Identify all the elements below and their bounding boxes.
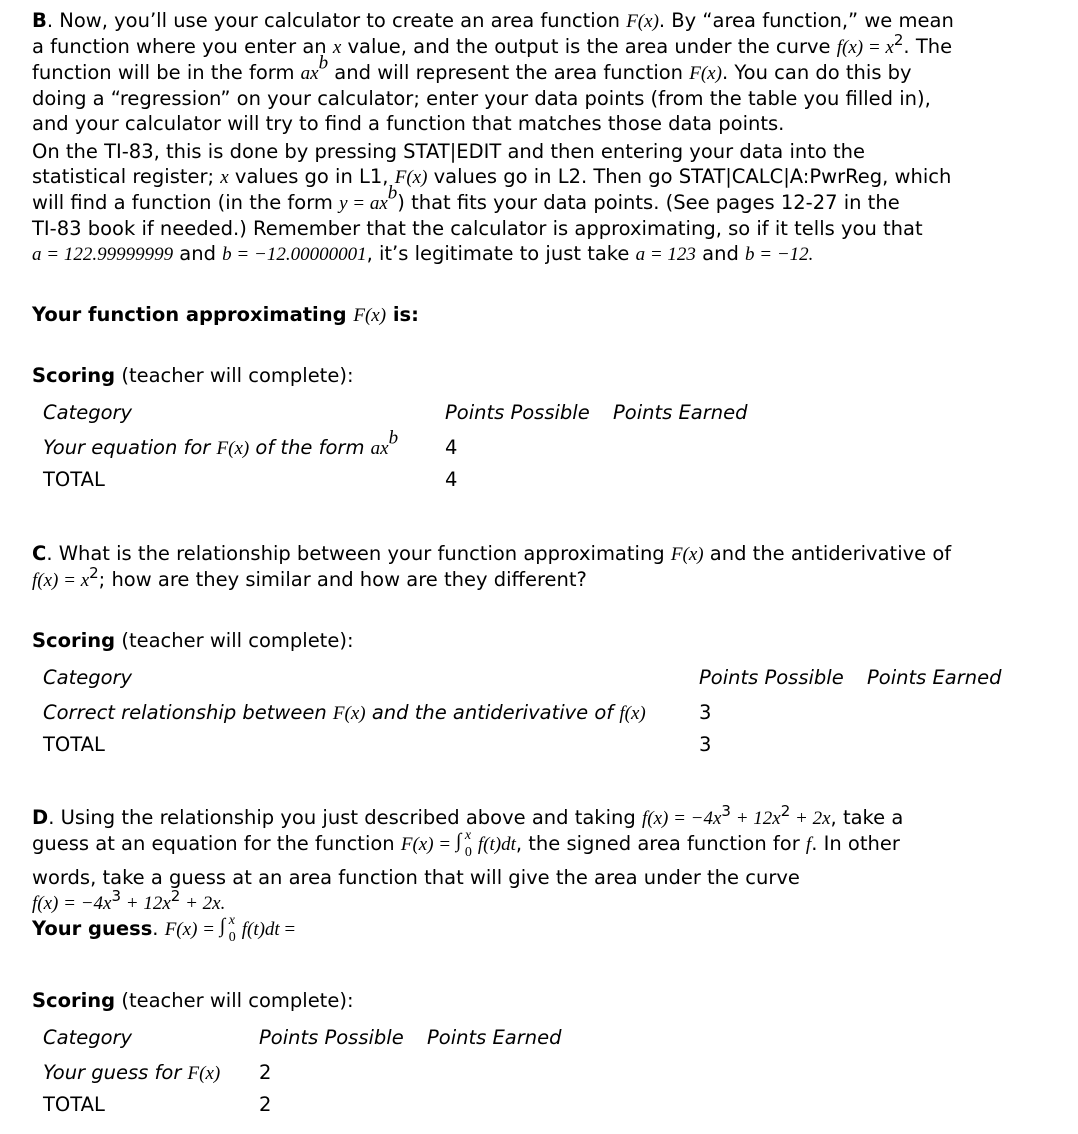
part-d-line: D. Using the relationship you just described above and taking $f(x) = -4x^3 + 12x^2 + 2x$, take a	[32, 801, 904, 829]
scoring-heading: Scoring (teacher will complete):	[32, 989, 354, 1012]
row-points: 2	[259, 1061, 272, 1084]
row-points: 4	[445, 436, 458, 459]
col-points-earned: Points Earned	[613, 401, 748, 424]
row-points: 3	[699, 701, 712, 724]
scoring-table	[43, 1026, 1042, 1131]
part-b-line: TI-83 book if needed.) Remember that the calculator is approximating, so if it tells you that	[32, 217, 923, 240]
col-points-possible: Points Possible	[445, 401, 590, 424]
part-c-line: C. What is the relationship between your function approximating F(x) and the antiderivative of	[32, 542, 952, 565]
total-label: TOTAL	[43, 468, 105, 491]
row-label: Your equation for F(x) of the form $ax^b$	[43, 427, 399, 459]
part-b-line: a function where you enter an x value, and the output is the area under the curve $f(x) = x^2$. The	[32, 30, 953, 58]
col-points-earned: Points Earned	[867, 666, 1002, 689]
part-d-line: words, take a guess at an area function that will give the area under the curve	[32, 866, 800, 889]
part-b-line: a = 122.99999999 and b = −12.00000001, it’s legitimate to just take a = 123 and b = −12.	[32, 242, 814, 265]
answer-prompt: Your function approximating F(x) is:	[32, 303, 419, 326]
worksheet-page	[32, 8, 1042, 1131]
part-b-line: statistical register; x values go in L1, F(x) values go in L2. Then go STAT|CALC|A:PwrReg, which	[32, 165, 952, 188]
part-b-line: On the TI-83, this is done by pressing STAT|EDIT and then entering your data into the	[32, 140, 865, 163]
part-b-line: B. Now, you’ll use your calculator to create an area function F(x). By “area function,” we mean	[32, 9, 954, 32]
part-b-line: and your calculator will try to find a function that matches those data points.	[32, 112, 785, 135]
part-d	[32, 801, 1042, 1131]
col-category: Category	[43, 1026, 133, 1049]
total-points: 2	[259, 1093, 272, 1116]
part-letter: C	[32, 542, 47, 565]
scoring-heading: Scoring (teacher will complete):	[32, 364, 354, 387]
part-d-line: guess at an equation for the function F(x) = ∫ x 0 f(t)dt, the signed area function for f. In other	[32, 828, 900, 860]
guess-prompt: Your guess. F(x) = ∫ x 0 f(t)dt =	[32, 913, 296, 945]
integral-symbol: ∫ x 0	[219, 913, 236, 945]
scoring-table	[43, 666, 1042, 771]
total-points: 3	[699, 733, 712, 756]
part-b-line: doing a “regression” on your calculator; enter your data points (from the table you filled in),	[32, 87, 931, 110]
part-b	[32, 8, 1042, 506]
part-letter: B	[32, 9, 47, 32]
scoring-heading: Scoring (teacher will complete):	[32, 629, 354, 652]
part-c	[32, 541, 1042, 771]
part-d-line: $f(x) = -4x^3 + 12x^2 + 2x$.	[32, 886, 226, 914]
scoring-table	[43, 401, 1042, 506]
col-points-possible: Points Possible	[259, 1026, 404, 1049]
total-label: TOTAL	[43, 733, 105, 756]
part-b-line: will find a function (in the form $y = ax^b$) that fits your data points. (See pages 12-27 in the	[32, 182, 900, 214]
total-label: TOTAL	[43, 1093, 105, 1116]
col-category: Category	[43, 666, 133, 689]
integral-symbol: ∫ x 0	[455, 828, 472, 860]
part-b-line: function will be in the form $ax^b$ and will represent the area function F(x). You can do this by	[32, 52, 912, 84]
col-points-possible: Points Possible	[699, 666, 844, 689]
part-c-line: $f(x) = x^2$; how are they similar and how are they different?	[32, 563, 587, 591]
row-label: Your guess for F(x)	[43, 1061, 221, 1084]
col-points-earned: Points Earned	[427, 1026, 562, 1049]
total-points: 4	[445, 468, 458, 491]
col-category: Category	[43, 401, 133, 424]
row-label: Correct relationship between F(x) and the antiderivative of f(x)	[43, 701, 646, 724]
part-letter: D	[32, 806, 49, 829]
